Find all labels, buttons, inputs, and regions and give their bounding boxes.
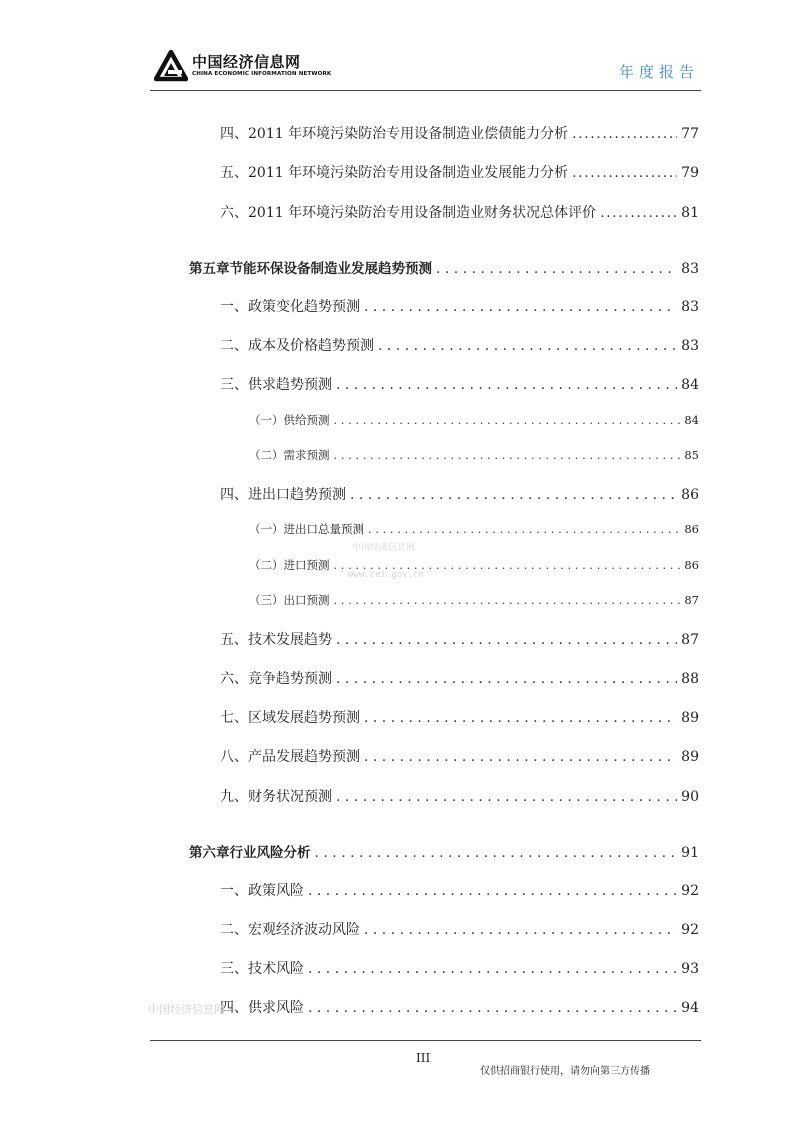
leader-dots	[364, 922, 677, 938]
toc-entry-label: （二）需求预测	[249, 448, 330, 462]
toc-page-number: 92	[681, 922, 699, 938]
leader-dots	[350, 487, 677, 503]
toc-entry-label: 一、政策风险	[220, 883, 304, 899]
toc-entry-label: 三、技术风险	[220, 961, 304, 977]
leader-dots	[334, 413, 681, 427]
toc-entry[interactable]	[220, 123, 699, 143]
leader-dots	[334, 593, 681, 607]
toc-entry-label: 九、财务状况预测	[220, 789, 332, 805]
toc-entry-label: 二、宏观经济波动风险	[220, 922, 360, 938]
toc-page-number: 91	[681, 845, 699, 861]
toc-entry[interactable]	[220, 707, 699, 727]
toc-page-number: 77	[681, 126, 699, 142]
toc-entry-label: （一）供给预测	[249, 413, 330, 427]
toc-entry-label: 三、供求趋势预测	[220, 377, 332, 393]
leader-dots	[336, 377, 677, 393]
toc-entry-label: 四、供求风险	[220, 1000, 304, 1016]
toc-page-number: 81	[681, 205, 699, 221]
footer-divider	[150, 1040, 701, 1041]
toc-entry[interactable]	[220, 668, 699, 688]
toc-entry-label: 七、区域发展趋势预测	[220, 710, 360, 726]
toc-entry[interactable]	[220, 958, 699, 978]
toc-entry-label: 一、政策变化趋势预测	[220, 299, 360, 315]
leader-dots	[336, 632, 677, 648]
toc-entry[interactable]	[220, 786, 699, 806]
toc-entry[interactable]	[220, 997, 699, 1017]
toc-entry-label: （三）出口预测	[249, 593, 330, 607]
leader-dots	[334, 448, 681, 462]
leader-dots	[368, 522, 680, 536]
toc-entry-label: 四、进出口趋势预测	[220, 487, 346, 503]
toc-subentry[interactable]	[249, 592, 699, 608]
toc-entry[interactable]	[220, 746, 699, 766]
toc-page-number: 83	[681, 338, 699, 354]
toc-page-number: 86	[681, 487, 699, 503]
report-type-label: 年度报告	[618, 63, 699, 81]
toc-page-number: 94	[681, 1000, 699, 1016]
toc-entry[interactable]	[220, 296, 699, 316]
toc-entry-label: （一）进出口总量预测	[249, 522, 364, 536]
toc-page-number: 88	[681, 671, 699, 687]
toc-page-number: 83	[681, 261, 699, 277]
toc-entry[interactable]	[220, 880, 699, 900]
leader-dots	[378, 338, 677, 354]
toc-page-number: 85	[684, 448, 699, 462]
logo-chinese-name: 中国经济信息网	[192, 53, 301, 71]
toc-subentry[interactable]	[249, 521, 699, 537]
toc-page-number: 92	[681, 883, 699, 899]
toc-page-number: 87	[684, 593, 699, 607]
usage-notice: 仅供招商银行使用，请勿向第三方传播	[480, 1066, 650, 1077]
toc-entry[interactable]	[220, 162, 699, 182]
leader-dots	[308, 883, 677, 899]
toc-subentry[interactable]	[249, 557, 699, 573]
toc-entry-label: 六、2011 年环境污染防治专用设备制造业财务状况总体评价	[220, 205, 597, 221]
leader-dots	[336, 789, 677, 805]
leader-dots	[315, 845, 678, 861]
leader-dots	[336, 671, 677, 687]
toc-entry-label: （二）进口预测	[249, 558, 330, 572]
toc-page-number: 84	[684, 413, 699, 427]
leader-dots	[308, 961, 677, 977]
chapter-number: 第五章	[189, 261, 230, 277]
leader-dots	[364, 299, 677, 315]
toc-entry-label: 八、产品发展趋势预测	[220, 749, 360, 765]
chapter-title: 行业风险分析	[229, 845, 311, 861]
toc-entry-label: 五、技术发展趋势	[220, 632, 332, 648]
toc-entry[interactable]	[220, 335, 699, 355]
toc-entry-label: 六、竞争趋势预测	[220, 671, 332, 687]
logo-english-name: CHINA ECONOMIC INFORMATION NETWORK	[192, 71, 332, 77]
leader-dots	[364, 749, 677, 765]
toc-entry[interactable]	[220, 374, 699, 394]
chapter-title: 节能环保设备制造业发展趋势预测	[229, 261, 432, 277]
toc-page-number: 93	[681, 961, 699, 977]
toc-subentry[interactable]	[249, 447, 699, 463]
toc-entry-label: 二、成本及价格趋势预测	[220, 338, 374, 354]
toc-entry[interactable]	[220, 919, 699, 939]
toc-page-number: 84	[681, 377, 699, 393]
leader-dots	[572, 126, 677, 142]
leader-dots	[436, 261, 677, 277]
toc-entry[interactable]	[220, 484, 699, 504]
leader-dots	[308, 1000, 677, 1016]
toc-page-number: 86	[684, 522, 699, 536]
watermark-text: 中国经济信息网	[352, 543, 416, 553]
page-number: III	[416, 1051, 431, 1065]
watermark-url: www.cei.gov.cn	[348, 570, 424, 580]
toc-page-number: 89	[681, 749, 699, 765]
toc-entry[interactable]	[220, 202, 699, 222]
toc-page-number: 83	[681, 299, 699, 315]
toc-entry-label: 四、2011 年环境污染防治专用设备制造业偿债能力分析	[220, 126, 569, 142]
toc-chapter-entry[interactable]	[189, 841, 699, 861]
toc-page-number: 90	[681, 789, 699, 805]
toc-page-number: 87	[681, 632, 699, 648]
leader-dots	[364, 710, 677, 726]
leader-dots	[572, 165, 677, 181]
toc-entry-label: 五、2011 年环境污染防治专用设备制造业发展能力分析	[220, 165, 569, 181]
toc-subentry[interactable]	[249, 412, 699, 428]
toc-page-number: 89	[681, 710, 699, 726]
chapter-number: 第六章	[189, 845, 230, 861]
toc-page-number: 79	[681, 165, 699, 181]
toc-entry[interactable]	[220, 629, 699, 649]
toc-page-number: 86	[684, 558, 699, 572]
leader-dots	[600, 205, 677, 221]
toc-chapter-entry[interactable]	[189, 257, 699, 277]
watermark-text: 中国经济信息网	[148, 1003, 225, 1016]
